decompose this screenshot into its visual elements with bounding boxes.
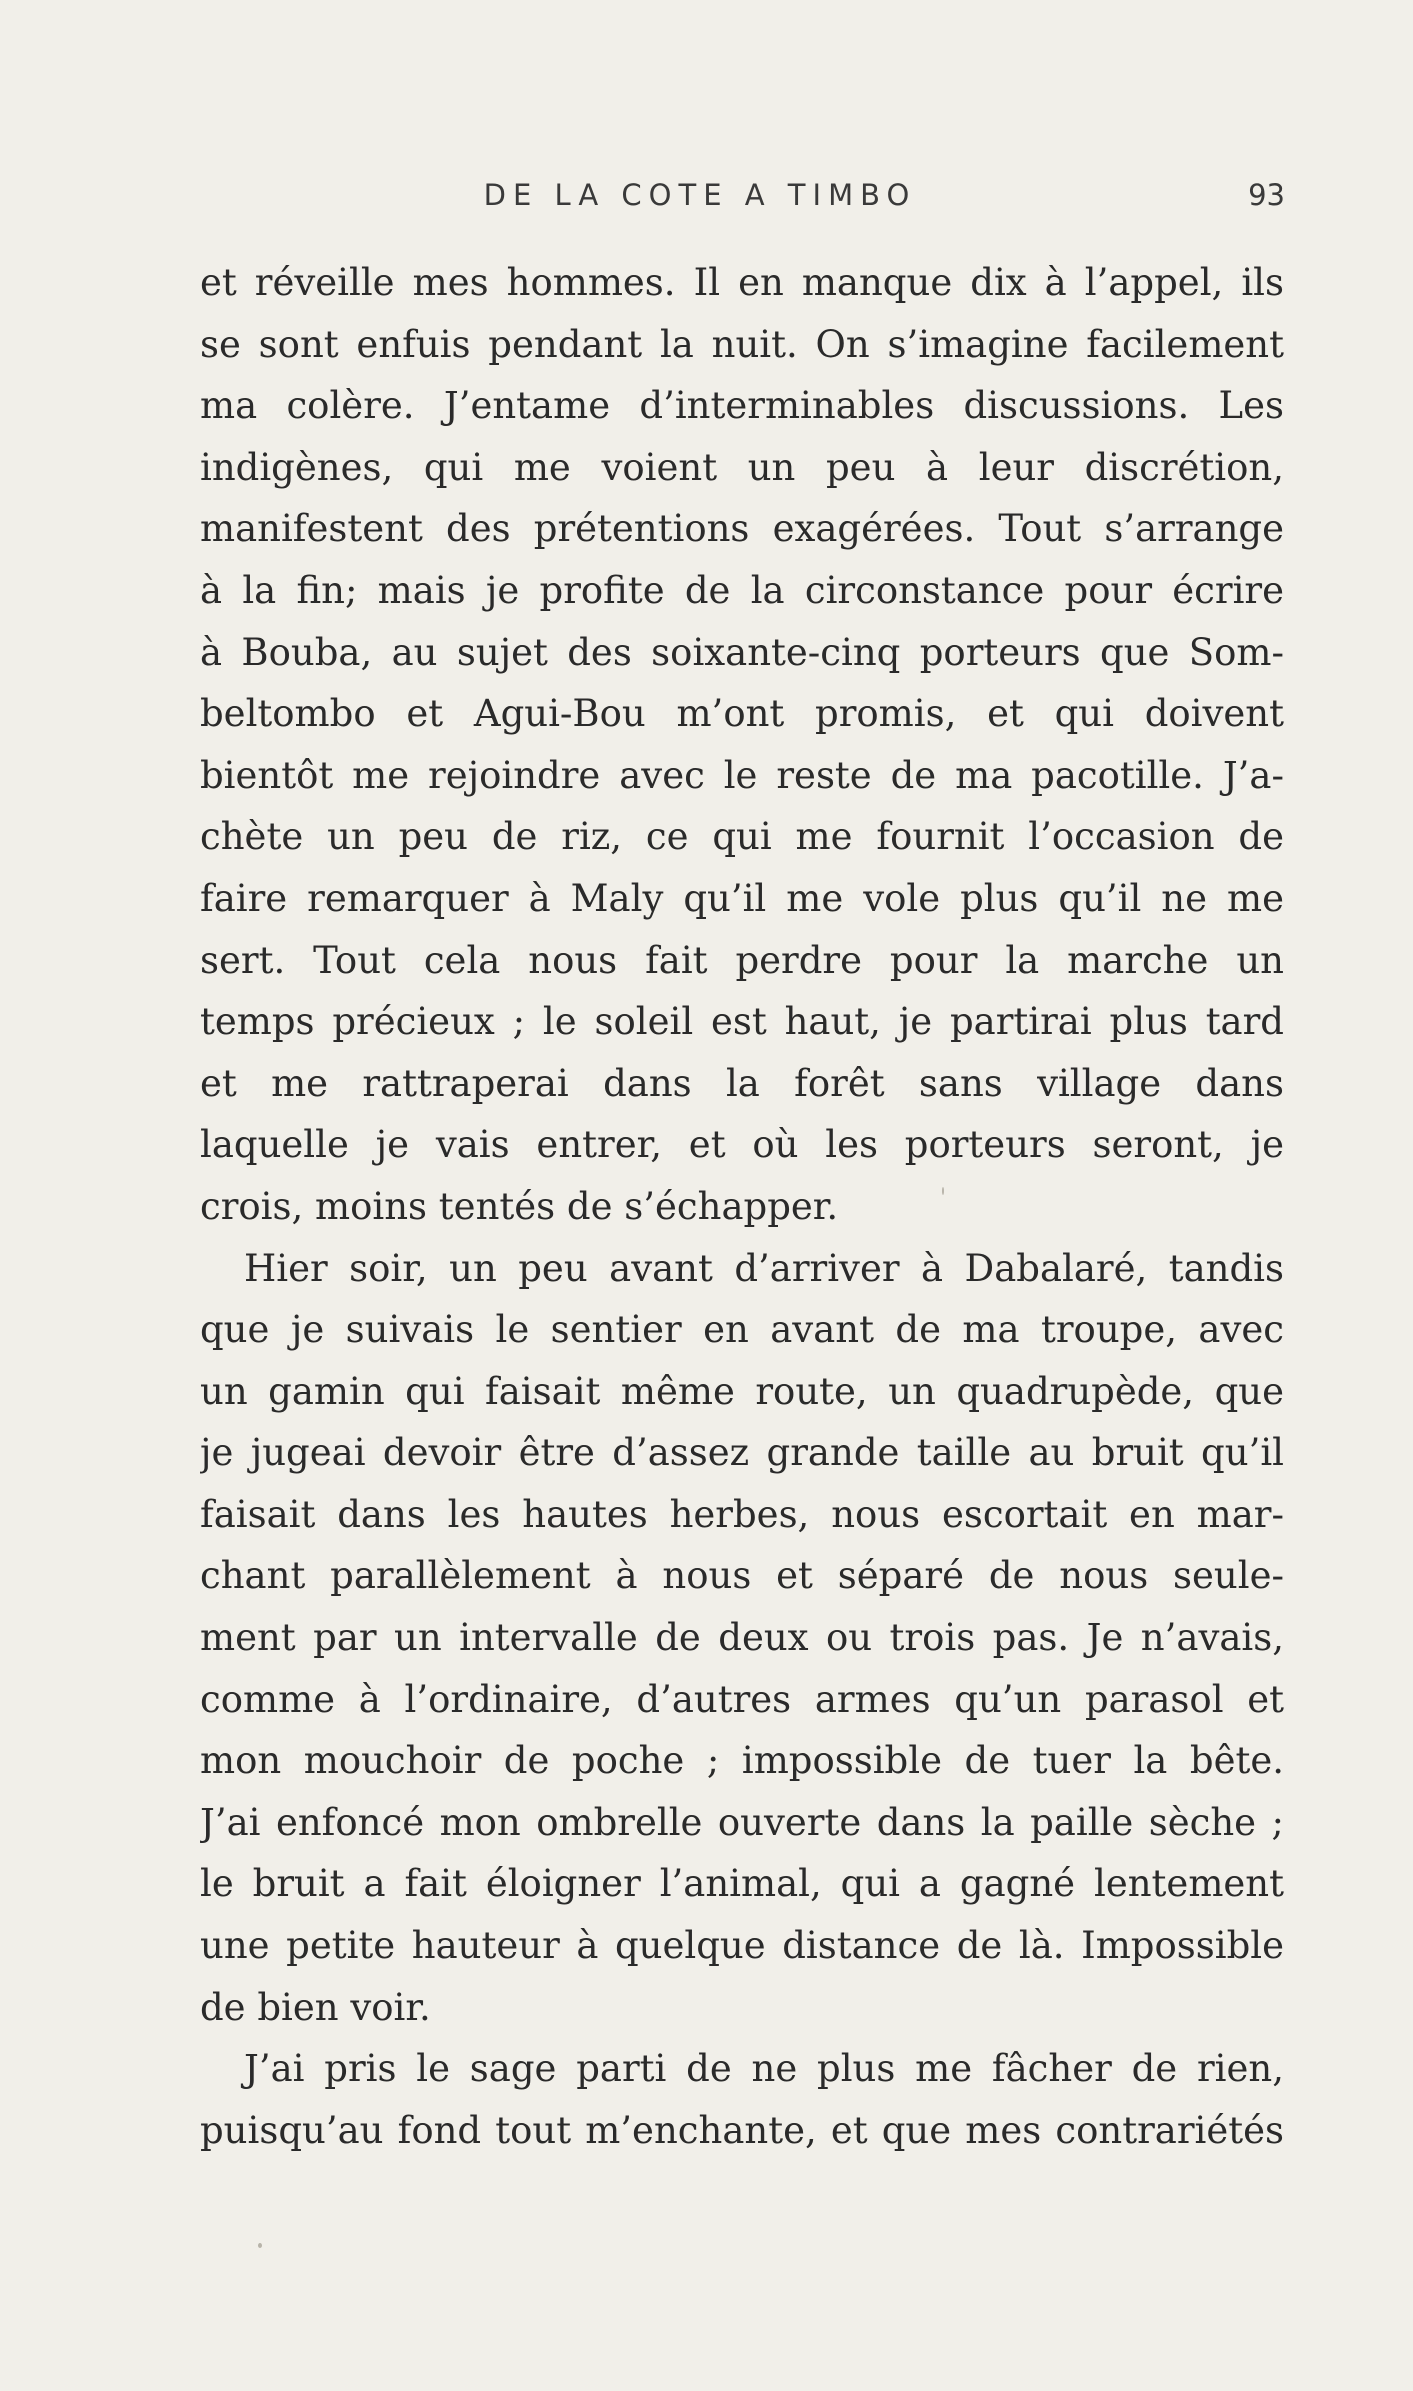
- text-line: une petite hauteur à quelque distance de là. Impossible: [200, 1924, 1284, 1968]
- text-line: se sont enfuis pendant la nuit. On s’imagine facilement: [200, 322, 1284, 366]
- text-line: ment par un intervalle de deux ou trois pas. Je n’avais,: [200, 1616, 1284, 1660]
- text-line: bientôt me rejoindre avec le reste de ma pacotille. J’a-: [200, 753, 1284, 797]
- text-line: ma colère. J’entame d’interminables discussions. Les: [200, 384, 1284, 428]
- paper-speck: [258, 2243, 262, 2248]
- text-line: et réveille mes hommes. Il en manque dix à l’appel, ils: [200, 261, 1284, 304]
- text-line: faisait dans les hautes herbes, nous escortait en mar-: [200, 1492, 1284, 1536]
- text-line: je jugeai devoir être d’assez grande taille au bruit qu’il: [200, 1431, 1284, 1475]
- text-line: que je suivais le sentier en avant de ma troupe, avec: [200, 1308, 1284, 1352]
- text-line: faire remarquer à Maly qu’il me vole plus qu’il ne me: [200, 876, 1284, 920]
- text-line: crois, moins tentés de s’échapper.: [200, 1184, 839, 1228]
- text-line: de bien voir.: [200, 1985, 431, 2029]
- text-line: J’ai enfoncé mon ombrelle ouverte dans la paille sèche ;: [200, 1800, 1284, 1844]
- text-line: Hier soir, un peu avant d’arriver à Dabalaré, tandis: [244, 1246, 1284, 1290]
- text-line: chant parallèlement à nous et séparé de nous seule-: [200, 1554, 1284, 1598]
- text-line: laquelle je vais entrer, et où les porteurs seront, je: [200, 1123, 1284, 1167]
- text-line: à la fin; mais je profite de la circonstance pour écrire: [200, 568, 1284, 612]
- text-line: chète un peu de riz, ce qui me fournit l’occasion de: [200, 815, 1284, 859]
- paragraph-2: [200, 1238, 1284, 2039]
- text-line: mon mouchoir de poche ; impossible de tuer la bête.: [200, 1739, 1284, 1783]
- page-number: 93: [1248, 178, 1285, 212]
- text-line: beltombo et Agui-Bou m’ont promis, et qui doivent: [200, 692, 1284, 736]
- paragraph-3: [200, 2038, 1284, 2161]
- text-line: à Bouba, au sujet des soixante-cinq porteurs que Som-: [200, 630, 1284, 674]
- text-line: temps précieux ; le soleil est haut, je partirai plus tard: [200, 1000, 1284, 1044]
- body-text: [200, 252, 1284, 2161]
- text-line: le bruit a fait éloigner l’animal, qui a gagné lentement: [200, 1862, 1284, 1906]
- text-line: puisqu’au fond tout m’enchante, et que mes contrariétés: [200, 2108, 1284, 2152]
- text-line: sert. Tout cela nous fait perdre pour la marche un: [200, 938, 1284, 982]
- text-line: comme à l’ordinaire, d’autres armes qu’un parasol et: [200, 1677, 1284, 1721]
- text-line: et me rattraperai dans la forêt sans village dans: [200, 1061, 1284, 1105]
- text-line: indigènes, qui me voient un peu à leur discrétion,: [200, 445, 1284, 489]
- paper-speck: [942, 1187, 944, 1195]
- paragraph-1: [200, 252, 1284, 1238]
- running-title: DE LA COTE A TIMBO: [483, 178, 917, 212]
- running-head: [0, 178, 1413, 228]
- text-line: manifestent des prétentions exagérées. Tout s’arrange: [200, 507, 1284, 551]
- text-line: J’ai pris le sage parti de ne plus me fâcher de rien,: [244, 2047, 1284, 2091]
- text-line: un gamin qui faisait même route, un quadrupède, que: [200, 1369, 1284, 1413]
